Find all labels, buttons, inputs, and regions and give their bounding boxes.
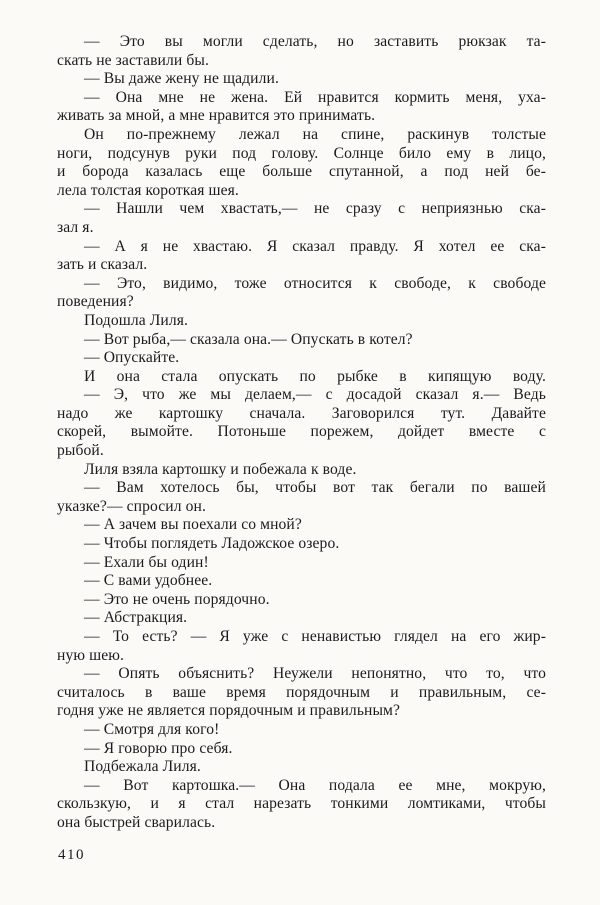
text-line: годня уже не является порядочным и правильным? xyxy=(57,702,401,720)
text-line: она быстрей сварилась. xyxy=(57,813,216,831)
text-line: — Вам хотелось бы, чтобы вот так бегали по вашей xyxy=(84,479,546,497)
paragraph xyxy=(57,535,546,554)
paragraph xyxy=(57,665,546,721)
text-line: — Вы даже жену не щадили. xyxy=(84,70,279,88)
paragraph xyxy=(57,554,546,573)
paragraph xyxy=(57,628,546,665)
paragraph xyxy=(57,349,546,368)
text-line: зать и сказал. xyxy=(57,256,148,274)
text-line: — Смотря для кого! xyxy=(84,720,220,738)
text-line: Подбежала Лиля. xyxy=(84,758,201,776)
text-line: — Это вы могли сделать, но заставить рюкзак та- xyxy=(84,33,546,50)
text-line: — Я говорю про себя. xyxy=(84,739,233,757)
text-line: — Это, видимо, тоже относится к свободе, к свободе xyxy=(84,274,546,292)
page-text-block xyxy=(57,33,546,833)
paragraph xyxy=(57,368,546,387)
text-line: — Абстракция. xyxy=(84,609,188,627)
text-line: Лиля взяла картошку и побежала к воде. xyxy=(84,460,357,478)
text-line: скать не заставили бы. xyxy=(57,51,209,69)
text-line: зал я. xyxy=(57,218,94,236)
paragraph xyxy=(57,126,546,200)
text-line: рыбой. xyxy=(57,442,104,460)
text-line: лела толстая короткая шея. xyxy=(57,181,239,199)
text-line: — Вот картошка.— Она подала ее мне, мокрую, xyxy=(84,776,546,794)
text-line: скорей, вымойте. Потоньше порежем, дойдет вместе с xyxy=(57,423,546,441)
text-line: — Она мне не жена. Ей нравится кормить меня, уха- xyxy=(84,88,546,106)
paragraph xyxy=(57,331,546,350)
paragraph xyxy=(57,591,546,610)
paragraph xyxy=(57,721,546,740)
text-line: — Это не очень порядочно. xyxy=(84,590,270,608)
text-line: — Чтобы поглядеть Ладожское озеро. xyxy=(84,535,340,553)
text-line: И она стала опускать по рыбке в кипящую воду. xyxy=(84,367,546,385)
paragraph xyxy=(57,461,546,480)
text-line: считалось в ваше время порядочным и правильным, се- xyxy=(57,683,546,701)
paragraph xyxy=(57,777,546,833)
paragraph xyxy=(57,238,546,275)
page-number: 410 xyxy=(58,847,85,863)
paragraph xyxy=(57,609,546,628)
text-line: — Опускайте. xyxy=(84,349,180,367)
text-line: поведения? xyxy=(57,293,134,311)
paragraph xyxy=(57,758,546,777)
paragraph xyxy=(57,740,546,759)
text-line: — А зачем вы поехали со мной? xyxy=(84,516,302,534)
text-line: — Ехали бы один! xyxy=(84,553,209,571)
paragraph xyxy=(57,33,546,70)
text-line: — С вами удобнее. xyxy=(84,572,213,590)
paragraph xyxy=(57,479,546,516)
paragraph xyxy=(57,89,546,126)
text-line: — Вот рыба,— сказала она.— Опускать в котел? xyxy=(84,330,413,348)
paragraph xyxy=(57,516,546,535)
text-line: Подошла Лиля. xyxy=(84,311,189,329)
text-line: — Нашли чем хвастать,— не сразу с неприязнью ска- xyxy=(84,200,546,218)
text-line: — Э, что же мы делаем,— с досадой сказал я.— Ведь xyxy=(84,386,546,404)
text-line: скользкую, и я стал нарезать тонкими ломтиками, чтобы xyxy=(57,795,546,813)
paragraph xyxy=(57,312,546,331)
paragraph xyxy=(57,572,546,591)
text-line: ноги, подсунув руки под голову. Солнце било ему в лицо, xyxy=(57,144,546,162)
text-line: ную шею. xyxy=(57,646,124,664)
text-line: — То есть? — Я уже с ненавистью глядел на его жир- xyxy=(84,628,546,645)
text-line: надо же картошку сначала. Заговорился тут. Давайте xyxy=(57,404,546,422)
text-line: и борода казалась еще больше спутанной, а под ней бе- xyxy=(57,163,546,181)
text-line: — Опять объяснить? Неужели непонятно, что то, что xyxy=(84,665,546,683)
text-line: живать за мной, а мне нравится это принимать. xyxy=(57,107,376,125)
paragraph xyxy=(57,200,546,237)
paragraph xyxy=(57,275,546,312)
paragraph xyxy=(57,70,546,89)
text-line: — А я не хвастаю. Я сказал правду. Я хотел ее ска- xyxy=(84,237,546,255)
text-line: Он по-прежнему лежал на спине, раскинув толстые xyxy=(84,125,546,143)
text-line: указке?— спросил он. xyxy=(57,497,206,515)
paragraph xyxy=(57,386,546,460)
